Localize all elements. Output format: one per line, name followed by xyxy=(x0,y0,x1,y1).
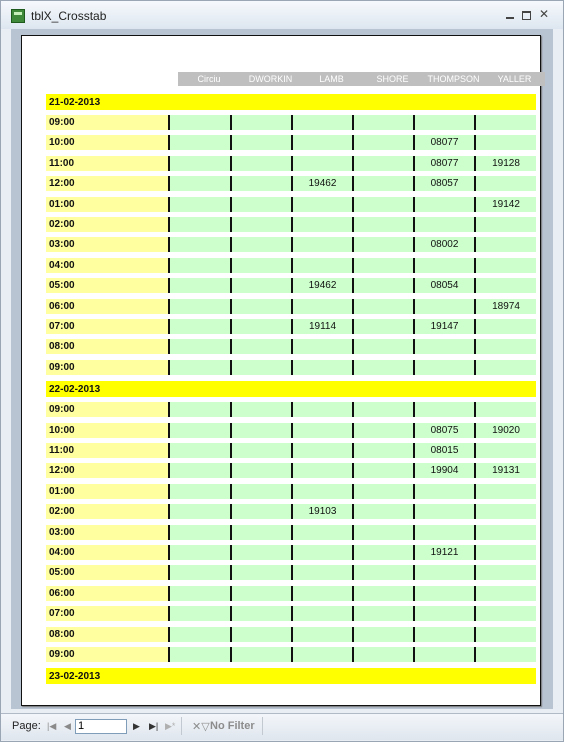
time-label: 03:00 xyxy=(46,525,168,540)
record-navigation-bar xyxy=(1,713,563,740)
data-cell xyxy=(352,545,413,560)
data-cell xyxy=(291,627,352,642)
table-row xyxy=(46,586,536,601)
data-cell xyxy=(352,197,413,212)
table-row xyxy=(46,299,536,314)
time-label: 06:00 xyxy=(46,299,168,314)
data-cell xyxy=(291,197,352,212)
table-row xyxy=(46,217,536,232)
table-row xyxy=(46,339,536,354)
data-cell xyxy=(168,197,230,212)
data-cell xyxy=(474,586,536,601)
data-cell: 19904 xyxy=(413,463,474,478)
data-cell xyxy=(291,402,352,417)
data-cell xyxy=(352,565,413,580)
data-cell xyxy=(168,319,230,334)
data-cell xyxy=(230,278,291,293)
window-title: tblX_Crosstab xyxy=(31,9,107,23)
data-cell xyxy=(352,278,413,293)
data-cell xyxy=(413,627,474,642)
data-cell xyxy=(291,443,352,458)
data-cell xyxy=(291,545,352,560)
data-cell xyxy=(352,586,413,601)
data-cell xyxy=(168,299,230,314)
data-cell xyxy=(230,463,291,478)
data-cell xyxy=(352,360,413,375)
data-cell xyxy=(413,299,474,314)
data-cell: 08015 xyxy=(413,443,474,458)
data-cell xyxy=(230,115,291,130)
time-label: 02:00 xyxy=(46,217,168,232)
table-row xyxy=(46,197,536,212)
data-cell xyxy=(352,135,413,150)
data-cell xyxy=(230,504,291,519)
data-cell xyxy=(352,627,413,642)
time-label: 11:00 xyxy=(46,443,168,458)
data-cell xyxy=(168,237,230,252)
filter-label: No Filter xyxy=(210,720,255,732)
data-cell xyxy=(352,402,413,417)
column-header: LAMB xyxy=(301,72,362,86)
data-cell xyxy=(230,525,291,540)
data-cell: 08057 xyxy=(413,176,474,191)
time-label: 11:00 xyxy=(46,156,168,171)
data-cell xyxy=(413,647,474,662)
date-group-header xyxy=(46,668,536,684)
time-label: 07:00 xyxy=(46,606,168,621)
table-row xyxy=(46,115,536,130)
data-cell: 19020 xyxy=(474,423,536,438)
data-cell: 08077 xyxy=(413,156,474,171)
data-cell xyxy=(474,176,536,191)
data-cell xyxy=(291,484,352,499)
no-filter-icon: ✕▽ xyxy=(192,721,210,733)
table-row xyxy=(46,647,536,662)
data-cell: 19462 xyxy=(291,176,352,191)
data-cell xyxy=(230,627,291,642)
table-row xyxy=(46,319,536,334)
data-cell xyxy=(230,237,291,252)
data-cell xyxy=(474,545,536,560)
data-cell xyxy=(291,258,352,273)
data-cell xyxy=(168,115,230,130)
data-cell xyxy=(230,299,291,314)
data-cell xyxy=(413,258,474,273)
data-cell xyxy=(230,319,291,334)
time-label: 04:00 xyxy=(46,258,168,273)
data-cell xyxy=(291,360,352,375)
data-cell xyxy=(168,423,230,438)
time-label: 05:00 xyxy=(46,278,168,293)
data-cell xyxy=(413,402,474,417)
time-label: 01:00 xyxy=(46,197,168,212)
data-cell xyxy=(352,319,413,334)
previous-page-icon[interactable]: ◀ xyxy=(64,721,71,731)
data-cell xyxy=(230,647,291,662)
table-row xyxy=(46,627,536,642)
data-cell xyxy=(291,463,352,478)
date-group-header xyxy=(46,381,536,397)
data-cell xyxy=(474,606,536,621)
data-cell xyxy=(168,278,230,293)
data-cell xyxy=(291,115,352,130)
data-cell xyxy=(168,463,230,478)
data-cell xyxy=(168,443,230,458)
data-cell xyxy=(230,197,291,212)
table-row xyxy=(46,402,536,417)
data-cell xyxy=(352,237,413,252)
first-page-icon[interactable]: |◀ xyxy=(47,721,57,731)
data-cell xyxy=(230,443,291,458)
date-group-header xyxy=(46,94,536,110)
data-cell xyxy=(168,504,230,519)
report-page xyxy=(21,35,541,706)
data-cell xyxy=(168,156,230,171)
data-cell: 19142 xyxy=(474,197,536,212)
table-row xyxy=(46,360,536,375)
time-label: 10:00 xyxy=(46,423,168,438)
data-cell xyxy=(474,525,536,540)
data-cell: 19103 xyxy=(291,504,352,519)
data-cell xyxy=(291,525,352,540)
data-cell xyxy=(291,586,352,601)
data-cell xyxy=(352,217,413,232)
data-cell xyxy=(352,423,413,438)
time-label: 03:00 xyxy=(46,237,168,252)
data-cell xyxy=(168,484,230,499)
data-cell xyxy=(474,115,536,130)
data-cell xyxy=(168,525,230,540)
data-cell xyxy=(230,586,291,601)
report-icon xyxy=(11,9,25,23)
data-cell xyxy=(230,545,291,560)
data-cell xyxy=(474,319,536,334)
data-cell xyxy=(168,545,230,560)
time-label: 04:00 xyxy=(46,545,168,560)
data-cell xyxy=(474,339,536,354)
last-page-icon[interactable]: ▶| xyxy=(149,721,159,731)
data-cell xyxy=(168,135,230,150)
table-row xyxy=(46,156,536,171)
data-cell xyxy=(474,360,536,375)
data-cell xyxy=(474,565,536,580)
data-cell xyxy=(168,217,230,232)
time-label: 12:00 xyxy=(46,463,168,478)
data-cell xyxy=(352,647,413,662)
table-row xyxy=(46,606,536,621)
data-cell xyxy=(474,443,536,458)
page-number-input[interactable]: 1 xyxy=(75,719,127,734)
close-button[interactable]: ✕ xyxy=(539,7,550,21)
data-cell xyxy=(413,360,474,375)
data-cell: 18974 xyxy=(474,299,536,314)
column-header: Circiu xyxy=(178,72,240,86)
data-cell xyxy=(291,647,352,662)
data-cell xyxy=(291,423,352,438)
data-cell xyxy=(168,565,230,580)
data-cell: 08002 xyxy=(413,237,474,252)
data-cell xyxy=(352,525,413,540)
data-cell xyxy=(291,156,352,171)
data-cell xyxy=(413,504,474,519)
data-cell xyxy=(230,402,291,417)
data-cell xyxy=(413,565,474,580)
data-cell: 19462 xyxy=(291,278,352,293)
table-row xyxy=(46,484,536,499)
data-cell xyxy=(474,278,536,293)
data-cell xyxy=(474,627,536,642)
data-cell xyxy=(168,586,230,601)
data-cell xyxy=(413,606,474,621)
data-cell xyxy=(474,647,536,662)
time-label: 06:00 xyxy=(46,586,168,601)
title-bar[interactable] xyxy=(1,1,563,29)
table-row xyxy=(46,423,536,438)
data-cell xyxy=(291,606,352,621)
date-label: 21-02-2013 xyxy=(49,97,101,108)
data-cell xyxy=(230,258,291,273)
data-cell: 19114 xyxy=(291,319,352,334)
data-cell xyxy=(413,197,474,212)
data-cell xyxy=(230,606,291,621)
time-label: 09:00 xyxy=(46,115,168,130)
data-cell xyxy=(230,176,291,191)
table-row xyxy=(46,525,536,540)
time-label: 09:00 xyxy=(46,402,168,417)
data-cell xyxy=(168,647,230,662)
data-cell xyxy=(291,217,352,232)
data-cell xyxy=(168,627,230,642)
data-cell xyxy=(168,402,230,417)
print-preview-area xyxy=(11,29,553,709)
time-label: 09:00 xyxy=(46,647,168,662)
time-label: 02:00 xyxy=(46,504,168,519)
table-row xyxy=(46,463,536,478)
data-cell xyxy=(168,360,230,375)
table-row xyxy=(46,443,536,458)
data-cell xyxy=(230,484,291,499)
data-cell xyxy=(230,423,291,438)
table-row xyxy=(46,278,536,293)
table-row xyxy=(46,545,536,560)
time-label: 08:00 xyxy=(46,339,168,354)
data-cell: 08077 xyxy=(413,135,474,150)
table-row xyxy=(46,504,536,519)
column-header: YALLER xyxy=(484,72,545,86)
data-cell xyxy=(230,135,291,150)
data-cell xyxy=(474,504,536,519)
data-cell: 08075 xyxy=(413,423,474,438)
time-label: 08:00 xyxy=(46,627,168,642)
filter-indicator[interactable] xyxy=(181,717,263,735)
next-page-icon[interactable]: ▶ xyxy=(133,721,140,731)
data-cell xyxy=(352,258,413,273)
data-cell xyxy=(413,586,474,601)
data-cell xyxy=(474,402,536,417)
data-cell xyxy=(230,360,291,375)
data-cell xyxy=(413,115,474,130)
data-cell xyxy=(352,299,413,314)
data-cell xyxy=(230,565,291,580)
time-label: 10:00 xyxy=(46,135,168,150)
data-cell xyxy=(352,443,413,458)
data-cell xyxy=(474,217,536,232)
data-cell xyxy=(413,525,474,540)
column-header: DWORKIN xyxy=(240,72,301,86)
data-cell xyxy=(413,339,474,354)
data-cell xyxy=(352,339,413,354)
time-label: 05:00 xyxy=(46,565,168,580)
minimize-button[interactable] xyxy=(505,10,515,20)
table-row xyxy=(46,565,536,580)
data-cell xyxy=(291,339,352,354)
data-cell: 19131 xyxy=(474,463,536,478)
data-cell xyxy=(230,339,291,354)
time-label: 12:00 xyxy=(46,176,168,191)
data-cell: 19128 xyxy=(474,156,536,171)
table-row xyxy=(46,237,536,252)
data-cell xyxy=(474,237,536,252)
data-cell xyxy=(352,606,413,621)
data-cell xyxy=(352,156,413,171)
data-cell xyxy=(413,484,474,499)
data-cell xyxy=(291,237,352,252)
table-row xyxy=(46,176,536,191)
table-row xyxy=(46,135,536,150)
data-cell xyxy=(291,299,352,314)
date-label: 22-02-2013 xyxy=(49,384,101,396)
time-label: 09:00 xyxy=(46,360,168,375)
data-cell xyxy=(168,339,230,354)
data-cell xyxy=(168,606,230,621)
data-cell xyxy=(291,565,352,580)
data-cell: 19121 xyxy=(413,545,474,560)
data-cell: 19147 xyxy=(413,319,474,334)
table-row xyxy=(46,258,536,273)
data-cell xyxy=(474,135,536,150)
data-cell xyxy=(352,463,413,478)
data-cell: 08054 xyxy=(413,278,474,293)
data-cell xyxy=(168,258,230,273)
data-cell xyxy=(474,484,536,499)
data-cell xyxy=(230,217,291,232)
data-cell xyxy=(413,217,474,232)
new-record-icon[interactable]: ▶* xyxy=(165,721,176,731)
date-label: 23-02-2013 xyxy=(49,671,101,683)
data-cell xyxy=(352,176,413,191)
time-label: 01:00 xyxy=(46,484,168,499)
time-label: 07:00 xyxy=(46,319,168,334)
data-cell xyxy=(352,484,413,499)
data-cell xyxy=(230,156,291,171)
column-header: THOMPSON xyxy=(423,72,484,86)
page-label: Page: xyxy=(12,720,41,732)
maximize-button[interactable] xyxy=(522,11,531,20)
data-cell xyxy=(474,258,536,273)
data-cell xyxy=(352,504,413,519)
data-cell xyxy=(168,176,230,191)
column-header: SHORE xyxy=(362,72,423,86)
data-cell xyxy=(291,135,352,150)
data-cell xyxy=(352,115,413,130)
column-header-row xyxy=(178,72,546,86)
